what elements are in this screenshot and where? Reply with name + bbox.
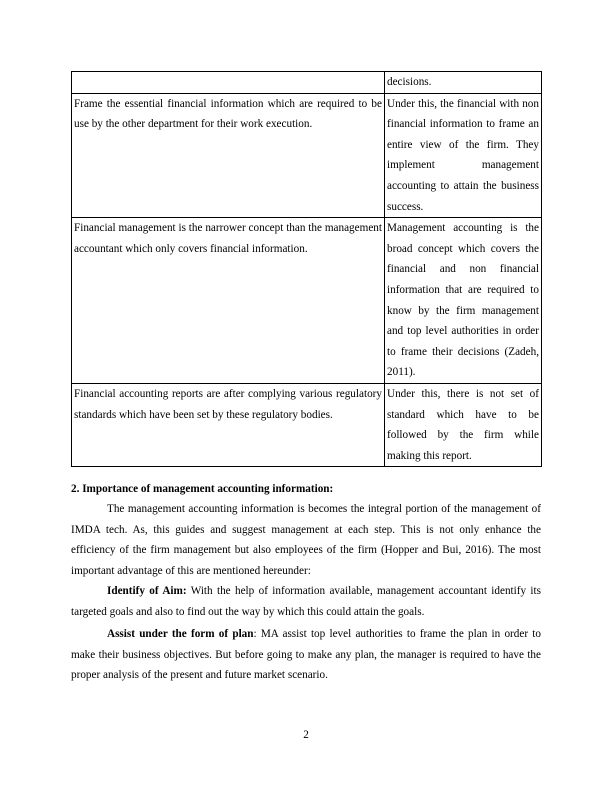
point-text: With the help of information available, management accountant identify its targeted goals and also to find out the way by which this could attain the goals.	[71, 585, 541, 618]
table-row	[72, 72, 542, 94]
page-number: 2	[303, 729, 309, 741]
table-cell-left: Frame the essential financial information which are required to be use by the other department for their work execution.	[72, 93, 385, 218]
point-label: Assist under the form of plan	[107, 628, 254, 640]
table-row	[72, 218, 542, 384]
comparison-table	[71, 71, 542, 467]
table-cell-right: Under this, the financial with non financial information to frame an entire view of the firm. They implement management accounting to attain the business success.	[385, 93, 542, 218]
table-row	[72, 93, 542, 218]
table-cell-right: Under this, there is not set of standard which have to be followed by the firm while making this report.	[385, 383, 542, 466]
point-identify-aim	[71, 581, 541, 622]
table-cell-left: Financial accounting reports are after complying various regulatory standards which have been set by these regulatory bodies.	[72, 383, 385, 466]
point-assist-plan	[71, 624, 541, 686]
section-heading: 2. Importance of management accounting information:	[71, 483, 334, 495]
table-cell-right: Management accounting is the broad concept which covers the financial and non financial information that are required to know by the firm management and top level authorities in order to frame their decisions (Zadeh, 2011).	[385, 218, 542, 384]
intro-paragraph: The management accounting information is becomes the integral portion of the management of IMDA tech. As, this guides and suggest management at each step. This is not only enhance the efficiency of the firm management but also employees of the firm (Hopper and Bui, 2016). The most important advantage of this are mentioned hereunder:	[71, 503, 541, 577]
point-text: : MA assist top level authorities to frame the plan in order to make their business objectives. But before going to make any plan, the manager is required to have the proper analysis of the present and future market scenario.	[71, 628, 541, 682]
table-cell-left	[72, 72, 385, 94]
table-cell-left: Financial management is the narrower concept than the management accountant which only covers financial information.	[72, 218, 385, 384]
table-row	[72, 383, 542, 466]
table-cell-right: decisions.	[385, 72, 542, 94]
point-label: Identify of Aim:	[107, 585, 187, 597]
